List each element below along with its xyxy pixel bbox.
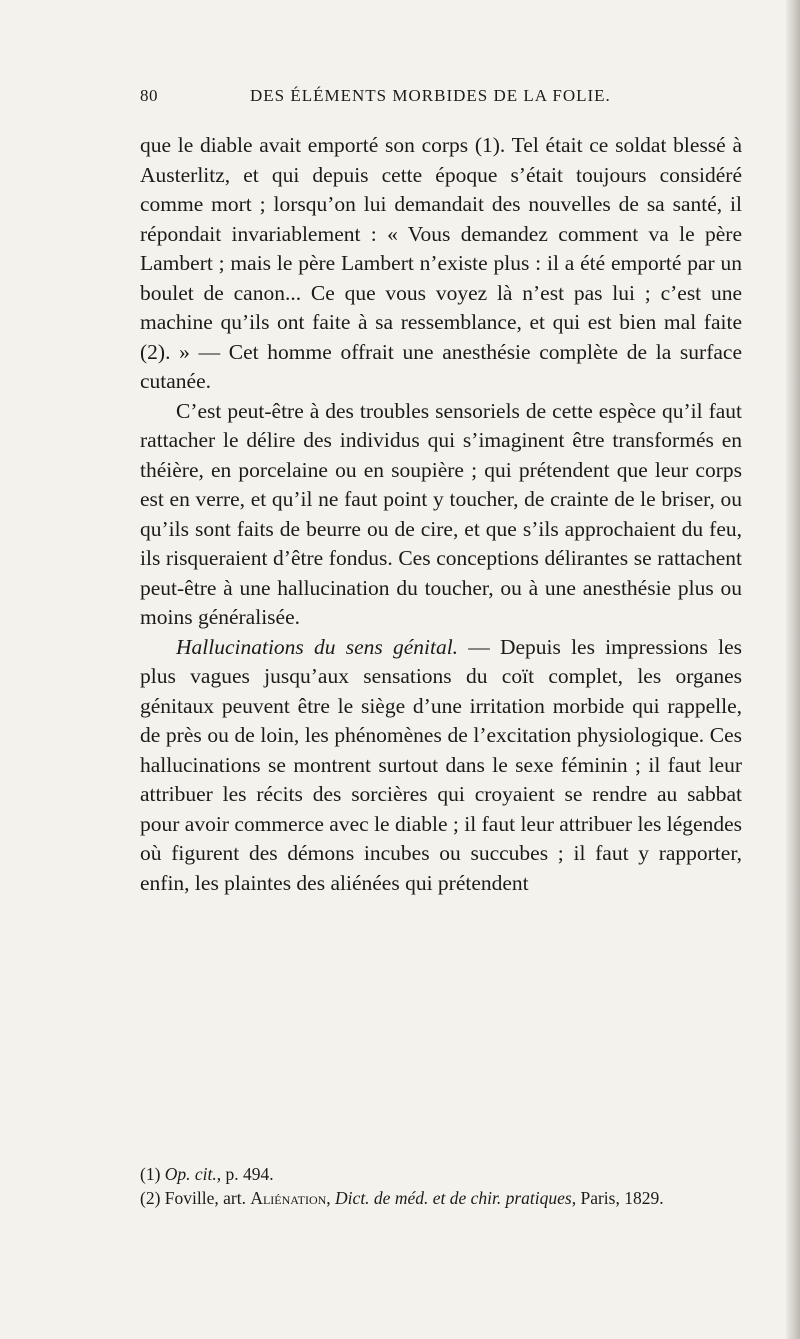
main-text [140,131,742,898]
footnote-work: Dict. de méd. et de chir. pratiques [335,1188,572,1208]
page-edge [786,0,800,1339]
footnote-reference: Op. cit. [164,1164,217,1184]
footnote [140,1163,742,1186]
paragraph: que le diable avait emporté son corps (1). Tel était ce soldat blessé à Austerlitz, et qui depuis cette époque s’était toujours considéré comme mort ; lorsqu’on lui demandait des nouvelles de sa santé, il répondait invariablement : « Vous demandez comment va le père Lambert ; mais le père Lambert n’existe plus : il a été emporté par un boulet de canon... Ce que vous voyez là n’est pas lui ; c’est une machine qu’ils ont faite à sa ressemblance, et qui est bien mal faite (2). » — Cet homme offrait une anesthésie complète de la surface cutanée. [140,133,742,393]
footnote [140,1187,742,1210]
page-number: 80 [140,86,158,105]
footnote-article: Aliénation [250,1188,327,1208]
footnote-separator: , [326,1188,331,1208]
running-title: DES ÉLÉMENTS MORBIDES DE LA FOLIE. [250,86,611,105]
section-heading: Hallucinations du sens génital. [176,634,459,659]
footnotes [140,1163,742,1211]
paragraph [140,633,742,899]
footnote-mark: (2) [140,1188,161,1208]
footnote-mark: (1) [140,1164,161,1184]
paragraph-text: — Depuis les impressions les plus vagues jusqu’aux sensations du coït complet, les organes génitaux peuvent être le siège d’une irritation morbide qui rappelle, de près ou de loin, les phénomènes de l’excitation physiologique. Ces hallucinations se montrent surtout dans le sexe féminin ; il faut leur attribuer les récits des sorcières qui croyaient se rendre au sabbat pour avoir commerce avec le diable ; il faut leur attribuer les légendes où figurent des démons incubes ou succubes ; il faut y rapporter, enfin, les plaintes des aliénées qui prétendent [140,634,742,895]
footnote-text: , Paris, 1829. [571,1188,664,1208]
footnote-author: Foville, art. [164,1188,246,1208]
paragraph: C’est peut-être à des troubles sensoriels de cette espèce qu’il faut rattacher le délire des individus qui s’imaginent être transformés en théière, en porcelaine ou en soupière ; qui prétendent que leur corps est en verre, et qu’il ne faut point y toucher, de crainte de le briser, ou qu’ils sont faits de beurre ou de cire, et que s’ils approchaient du feu, ils risqueraient d’être fondus. Ces conceptions délirantes se rattachent peut-être à une hallucination du toucher, ou à une anesthésie plus ou moins généralisée. [140,398,742,629]
footnote-text: , p. 494. [216,1164,274,1184]
